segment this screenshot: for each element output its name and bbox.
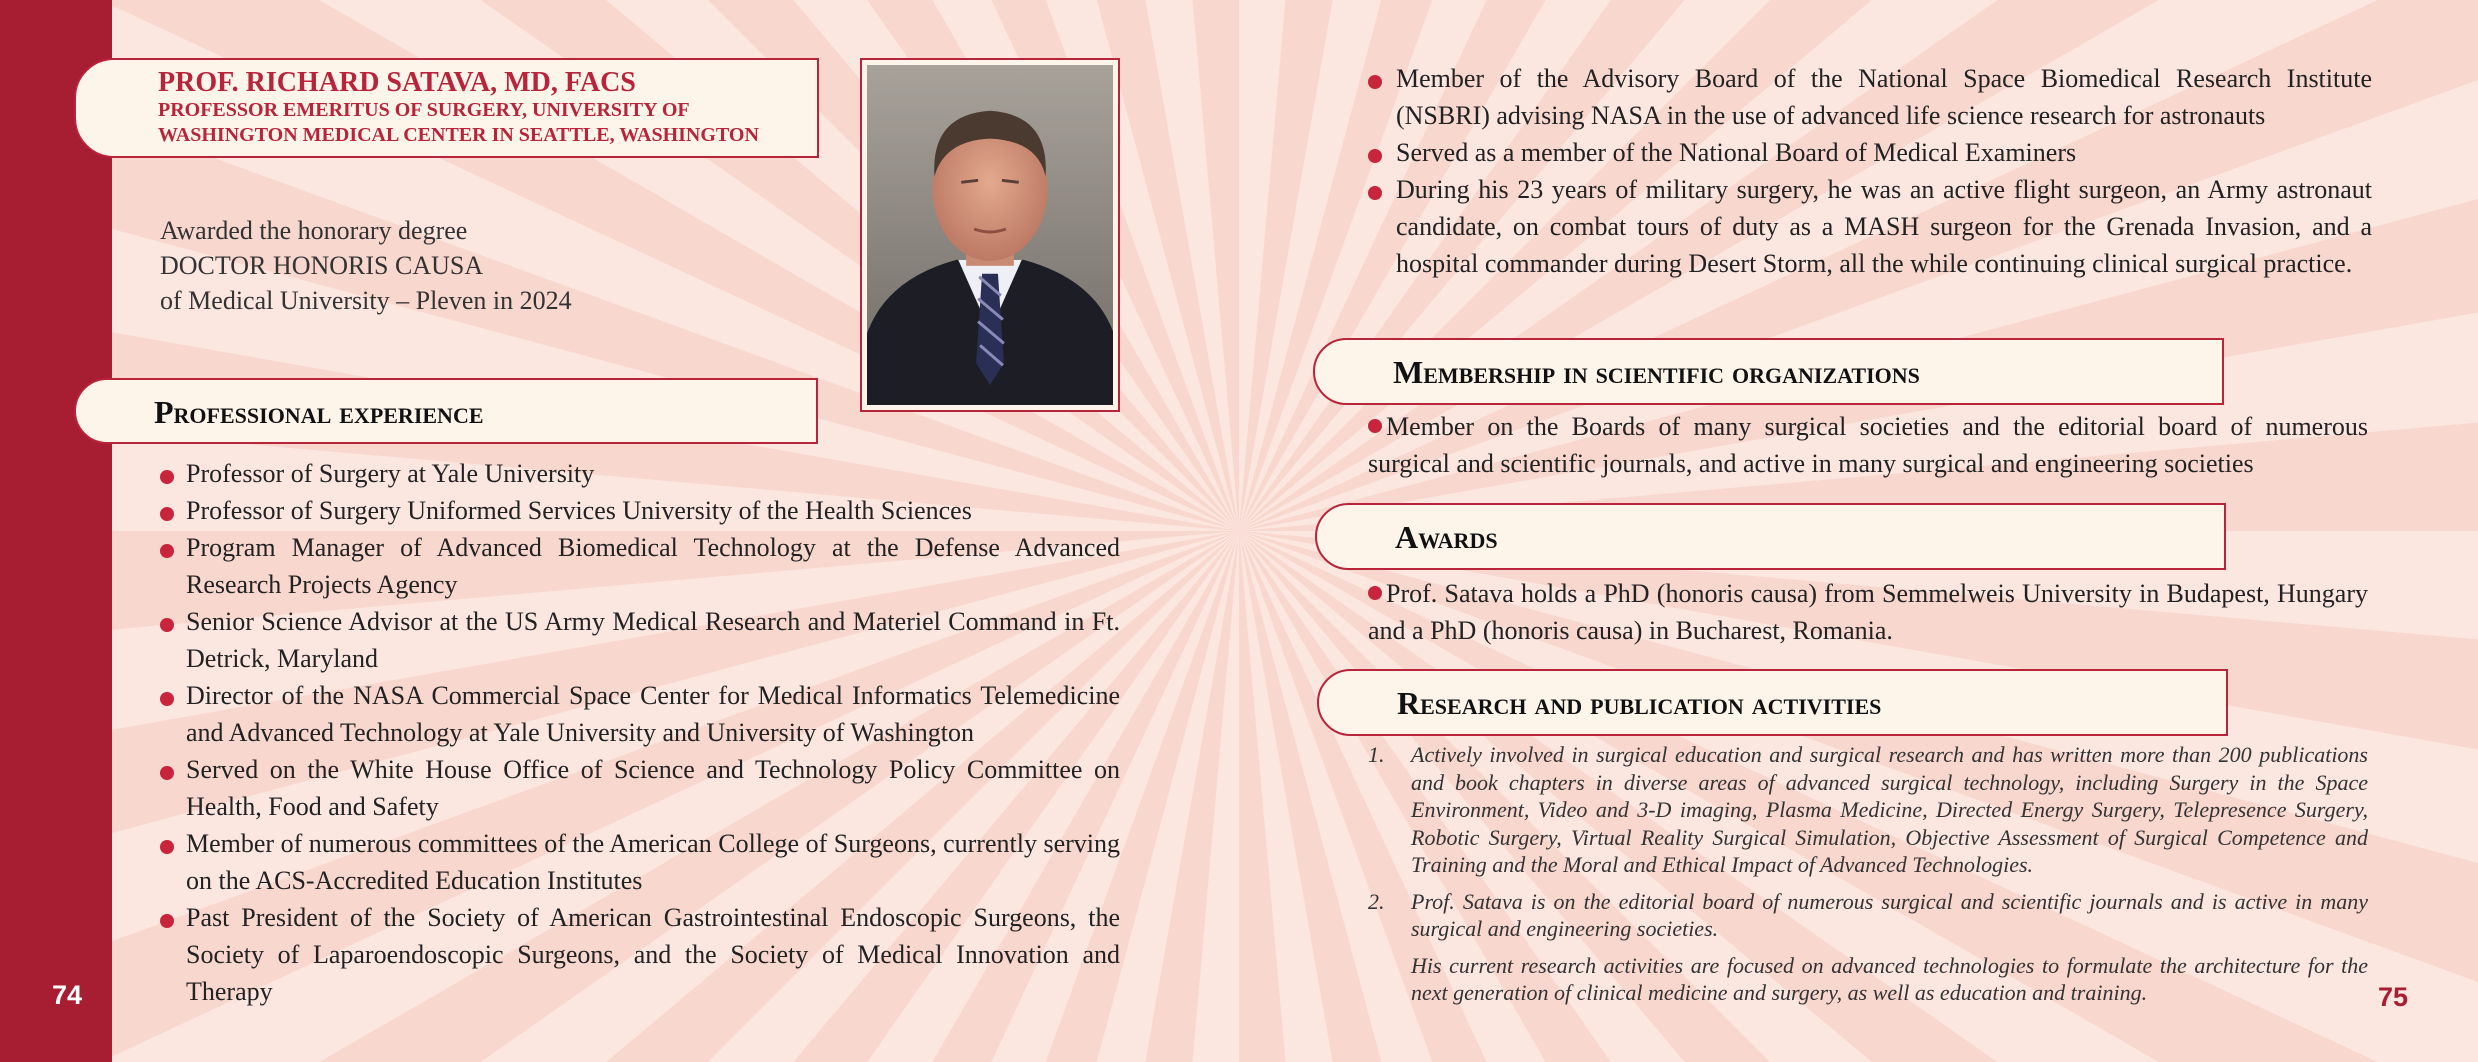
bullet-icon: [160, 618, 174, 632]
person-name: PROF. RICHARD SATAVA, MD, FACS: [158, 67, 636, 98]
list-item: Professor of Surgery at Yale University: [160, 455, 1120, 492]
additional-roles-list: [1368, 60, 2372, 282]
list-item: Member of numerous committees of the American College of Surgeons, currently serving on the ACS-Accredited Education Institutes: [160, 825, 1120, 899]
bullet-icon: [160, 914, 174, 928]
list-item: 2. Prof. Satava is on the editorial board of numerous surgical and scientific journals and is active in many surgical and engineering societies.: [1368, 888, 2368, 941]
portrait-frame: [860, 58, 1120, 412]
awards-header: [1315, 503, 2226, 570]
bullet-icon: [1368, 186, 1382, 200]
bullet-icon: [160, 840, 174, 854]
list-item: During his 23 years of military surgery, he was an active flight surgeon, an Army astronaut candidate, on combat tours of duty as a MASH surgeon for the Grenada Invasion, and a hospital commander during Desert Storm, all the while continuing clinical surgical practice.: [1368, 171, 2372, 282]
list-item: Professor of Surgery Uniformed Services University of the Health Sciences: [160, 492, 1120, 529]
membership-header: [1313, 338, 2224, 405]
awards-text: Prof. Satava holds a PhD (honoris causa) from Semmelweis University in Budapest, Hungary and a PhD (honoris causa) in Bucharest, Romania.: [1368, 579, 2368, 645]
section-title: Research and publication activities: [1397, 685, 1882, 721]
list-item: Program Manager of Advanced Biomedical Technology at the Defense Advanced Research Projects Agency: [160, 529, 1120, 603]
bullet-icon: [160, 692, 174, 706]
membership-text: Member on the Boards of many surgical societies and the editorial board of numerous surgical and scientific journals, and active in many surgical and engineering societies: [1368, 412, 2368, 478]
list-item: 1. Actively involved in surgical education and surgical research and has written more than 200 publications and book chapters in diverse areas of advanced surgical technology, including Surgery in the Space Environment, Video and 3-D imaging, Plasma Medicine, Directed Energy Surgery, Telepresence Surgery, Robotic Surgery, Virtual Reality Surgical Simulation, Objective Assessment of Surgical Competence and Training and the Moral and Ethical Impact of Advanced Technologies.: [1368, 742, 2368, 877]
research-list: [1368, 741, 2368, 1016]
item-number: 2.: [1368, 888, 1385, 914]
professional-experience-header: [74, 378, 818, 444]
bullet-icon: [160, 470, 174, 484]
bullet-icon: [160, 544, 174, 558]
list-item: Served on the White House Office of Science and Technology Policy Committee on Health, Food and Safety: [160, 751, 1120, 825]
section-title: Professional experience: [154, 394, 484, 430]
list-item: Member of the Advisory Board of the National Space Biomedical Research Institute (NSBRI) advising NASA in the use of advanced life science research for astronauts: [1368, 60, 2372, 134]
list-item: Past President of the Society of American Gastrointestinal Endoscopic Surgeons, the Society of Laparoendoscopic Surgeons, and the Society of Medical Innovation and Therapy: [160, 899, 1120, 1010]
bullet-icon: [160, 766, 174, 780]
honor-line1: Awarded the honorary degree: [160, 216, 468, 245]
list-item: Director of the NASA Commercial Space Center for Medical Informatics Telemedicine and Advanced Technology at Yale University and University of Washington: [160, 677, 1120, 751]
bullet-icon: [160, 507, 174, 521]
portrait-photo: [867, 65, 1113, 405]
person-title-line2: WASHINGTON MEDICAL CENTER IN SEATTLE, WASHINGTON: [158, 124, 759, 146]
left-accent-bar: [0, 0, 112, 1062]
honor-line3: of Medical University – Pleven in 2024: [160, 286, 572, 315]
research-header: [1317, 669, 2228, 736]
list-item: His current research activities are focused on advanced technologies to formulate the architecture for the next generation of clinical medicine and surgery, as well as education and training.: [1411, 952, 2368, 1005]
list-item: Served as a member of the National Board of Medical Examiners: [1368, 134, 2372, 171]
professional-experience-list: [160, 455, 1120, 1010]
bullet-icon: [1368, 75, 1382, 89]
list-item: Senior Science Advisor at the US Army Medical Research and Materiel Command in Ft. Detrick, Maryland: [160, 603, 1120, 677]
page-number-left: 74: [52, 980, 83, 1010]
honorary-degree-text: [160, 213, 572, 318]
section-title: Membership in scientific organizations: [1393, 354, 1920, 390]
section-title: Awards: [1395, 519, 1498, 555]
bullet-icon: [1368, 149, 1382, 163]
item-number: 1.: [1368, 742, 1385, 767]
bullet-icon: [1368, 586, 1382, 600]
honor-line2: DOCTOR HONORIS CAUSA: [160, 251, 484, 280]
page-number-right: 75: [2378, 982, 2409, 1012]
bullet-icon: [1368, 419, 1382, 433]
person-title-line1: PROFESSOR EMERITUS OF SURGERY, UNIVERSITY OF: [158, 99, 690, 121]
name-banner: [74, 58, 819, 158]
